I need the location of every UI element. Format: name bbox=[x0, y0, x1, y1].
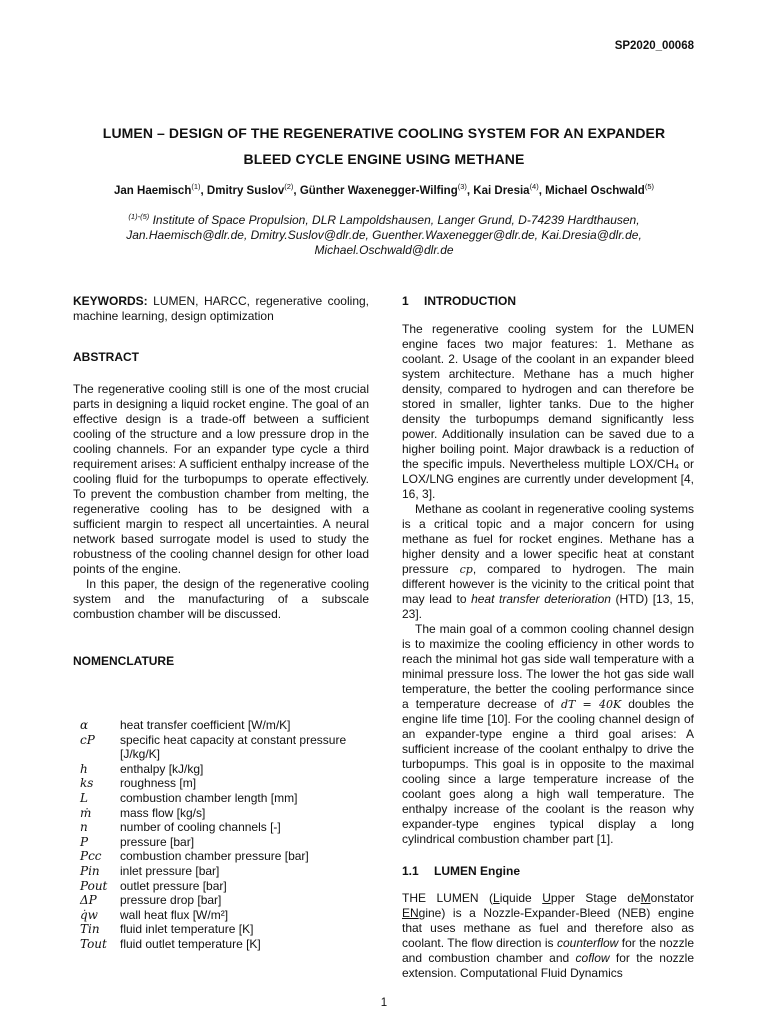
nomenclature-symbol: ΔP bbox=[80, 893, 97, 908]
author-mark: (4) bbox=[529, 182, 539, 191]
nomenclature-table bbox=[80, 718, 376, 952]
intro-p2-text-c: (HTD) [13, 15, 23]. bbox=[402, 592, 694, 621]
nomenclature-row bbox=[80, 733, 376, 762]
nomenclature-symbol: Tout bbox=[80, 936, 107, 951]
nomenclature-description: number of cooling channels [-] bbox=[120, 820, 281, 835]
nomenclature-row bbox=[80, 718, 376, 733]
nomenclature-symbol: n bbox=[80, 820, 88, 835]
lumen-text-1: THE LUMEN ( bbox=[402, 891, 494, 905]
title-line-2: BLEED CYCLE ENGINE USING METHANE bbox=[243, 151, 525, 167]
cp-symbol: cp bbox=[459, 563, 473, 576]
nomenclature-symbol: L bbox=[80, 790, 88, 805]
nomenclature-description: combustion chamber pressure [bar] bbox=[120, 849, 309, 864]
intro-title: INTRODUCTION bbox=[424, 294, 516, 308]
right-column bbox=[402, 294, 694, 981]
nomenclature-symbol: q̇w bbox=[80, 907, 98, 922]
intro-number: 1 bbox=[402, 294, 409, 308]
lumen-text-4: onstator bbox=[650, 891, 694, 905]
lumen-engine-title: LUMEN Engine bbox=[434, 864, 520, 878]
author-mark: (2) bbox=[284, 182, 294, 191]
lumen-engine-heading bbox=[402, 864, 694, 879]
abstract-heading: ABSTRACT bbox=[73, 350, 139, 364]
intro-paragraph-3 bbox=[402, 622, 694, 847]
lumen-text-5: gine) is a Nozzle-Expander-Bleed (NEB) engine that uses methane as fuel and therefore also as coolant. The flow direction is bbox=[402, 906, 694, 950]
nomenclature-description: wall heat flux [W/m²] bbox=[120, 907, 229, 922]
affiliation bbox=[60, 209, 708, 258]
nomenclature-symbol: Pin bbox=[80, 863, 100, 878]
lumen-text-7: for the nozzle extension. Computational Fluid Dynamics bbox=[402, 951, 694, 980]
author-mark: (3) bbox=[457, 182, 467, 191]
nomenclature-row bbox=[80, 879, 376, 894]
dt-formula: dT = 40K bbox=[560, 698, 622, 711]
nomenclature-description: pressure drop [bar] bbox=[120, 893, 222, 908]
nomenclature-row bbox=[80, 849, 376, 864]
lumen-acronym-letter: EN bbox=[402, 906, 419, 920]
intro-p3-text-b: doubles the engine life time [10]. For the cooling channel design of an expander-type engine a third goal arises: A sufficient increase of the coolant enthalpy to drive the turbopumps. This goal is in opposite to the maximal cooling since a large temperature increase of the coolant goes along a high wall temperature. The enthalpy increase of the coolant is the reason why expander-type engines typical display a long cylindrical combustion chamber part [1]. bbox=[402, 697, 694, 846]
lumen-engine-paragraph bbox=[402, 891, 694, 981]
author-name: Dmitry Suslov bbox=[206, 184, 285, 197]
nomenclature-row bbox=[80, 791, 376, 806]
nomenclature-description: roughness [m] bbox=[120, 776, 197, 791]
lumen-text-6: for the nozzle and combustion chamber and bbox=[402, 936, 695, 965]
intro-p3-text-a: The main goal of a common cooling channel design is to maximize the cooling efficiency in other words to reach the minimal hot gas side wall temperature with a minimal pressure loss. The lower the hot gas side wall temperature, the better the cooling performance since a temperature decrease of bbox=[402, 622, 694, 711]
paper-title bbox=[60, 120, 708, 172]
author-list: Jan Haemisch$^{(1)}$, Dmitry Suslov$^{(2)}$, Günther Waxenegger-Wilfing$^{(3)}$, Kai Dresia$^{(4)}$, Michael Oschwald$^{(5)}$ bbox=[114, 182, 654, 197]
nomenclature-symbol: α bbox=[80, 718, 89, 732]
author-name: Michael Oschwald bbox=[545, 184, 645, 197]
title-line-1: LUMEN – DESIGN OF THE REGENERATIVE COOLING SYSTEM FOR AN EXPANDER bbox=[102, 125, 666, 141]
nomenclature-row bbox=[80, 937, 376, 952]
nomenclature-symbol: cP bbox=[80, 732, 95, 747]
intro-paragraph-2 bbox=[402, 502, 694, 622]
nomenclature-description: specific heat capacity at constant pressure [J/kg/K] bbox=[120, 732, 347, 762]
lumen-acronym-letter: U bbox=[542, 891, 551, 905]
nomenclature-symbol: ks bbox=[80, 776, 94, 791]
lumen-engine-number: 1.1 bbox=[402, 864, 419, 878]
paper-id: SP2020_00068 bbox=[614, 40, 694, 52]
nomenclature-row bbox=[80, 893, 376, 908]
affiliation-line-3: Michael.Oschwald@dlr.de bbox=[314, 243, 454, 257]
nomenclature-symbol: Pout bbox=[80, 878, 108, 893]
nomenclature-row bbox=[80, 922, 376, 937]
nomenclature-row bbox=[80, 806, 376, 821]
htd-term: heat transfer deterioration bbox=[471, 592, 611, 606]
author-name: Günther Waxenegger-Wilfing bbox=[299, 184, 458, 197]
nomenclature-row bbox=[80, 835, 376, 850]
intro-p2-text-b: , compared to hydrogen. The main different however is the vicinity to the critical point that may lead to bbox=[402, 562, 695, 606]
nomenclature-row bbox=[80, 820, 376, 835]
keywords bbox=[73, 294, 369, 324]
page-number: 1 bbox=[380, 997, 388, 1009]
nomenclature-description: inlet pressure [bar] bbox=[120, 863, 220, 878]
nomenclature-row bbox=[80, 864, 376, 879]
nomenclature-symbol: Pcc bbox=[80, 849, 102, 864]
affiliation-mark: (1)-(5) bbox=[128, 212, 150, 221]
nomenclature-description: fluid outlet temperature [K] bbox=[120, 936, 261, 951]
keywords-label: KEYWORDS: bbox=[73, 294, 148, 308]
counterflow-term: counterflow bbox=[556, 936, 619, 950]
lumen-text-2: iquide bbox=[499, 891, 543, 905]
author-name: Kai Dresia bbox=[473, 184, 530, 197]
nomenclature-heading: NOMENCLATURE bbox=[73, 654, 175, 668]
nomenclature-symbol: h bbox=[80, 761, 88, 776]
nomenclature-symbol: ṁ bbox=[80, 805, 92, 820]
left-column bbox=[73, 294, 369, 669]
affiliation-line-2: Jan.Haemisch@dlr.de, Dmitry.Suslov@dlr.de, Guenther.Waxenegger@dlr.de, Kai.Dresia@dlr.de, bbox=[126, 228, 642, 242]
lumen-acronym-letter: M bbox=[640, 891, 651, 905]
intro-paragraph-1: The regenerative cooling system for the LUMEN engine faces two major features: 1. Methane as coolant. 2. Usage of the coolant in an expander bleed system architecture. Methane has a much higher density, compared to hydrogen and can therefore be stored in smaller, lighter tanks. Due to the higher density the turbopumps demand significantly less power. Additionally insulation can be saved due to a higher boiling point. Major drawback is a reduction of the specific impuls. Nevertheless multiple LOX/CH₄ or LOX/LNG engines are currently under development [4, 16, 3]. bbox=[402, 322, 694, 501]
lumen-acronym-letter: L bbox=[493, 891, 500, 905]
nomenclature-description: pressure [bar] bbox=[120, 834, 195, 849]
nomenclature-description: fluid inlet temperature [K] bbox=[120, 922, 254, 937]
affiliation-line-1: Institute of Space Propulsion, DLR Lampoldshausen, Langer Grund, D-74239 Hardthausen, bbox=[149, 213, 640, 227]
nomenclature-description: heat transfer coefficient [W/m/K] bbox=[120, 718, 291, 732]
author-name: Jan Haemisch bbox=[114, 184, 192, 197]
coflow-term: coflow bbox=[575, 951, 610, 965]
nomenclature-symbol: Tin bbox=[80, 922, 100, 937]
intro-heading bbox=[402, 294, 694, 309]
keywords-text: LUMEN, HARCC, regenerative cooling, machine learning, design optimization bbox=[73, 294, 369, 323]
author-mark: (5) bbox=[644, 182, 654, 191]
author-mark: (1) bbox=[191, 182, 201, 191]
nomenclature-symbol: P bbox=[80, 834, 89, 849]
nomenclature-description: outlet pressure [bar] bbox=[120, 878, 227, 893]
nomenclature-description: combustion chamber length [mm] bbox=[120, 790, 298, 805]
intro-p2-text-a: Methane as coolant in regenerative cooling systems is a critical topic and a major concern for using methane as fuel for rocket engines. Methane has a higher density and a lower specific heat at constant pressure bbox=[402, 502, 694, 576]
lumen-text-3: pper Stage de bbox=[550, 891, 641, 905]
nomenclature-description: mass flow [kg/s] bbox=[120, 805, 206, 820]
nomenclature-row bbox=[80, 908, 376, 923]
nomenclature-row bbox=[80, 762, 376, 777]
nomenclature-row bbox=[80, 776, 376, 791]
abstract-paragraph-1: The regenerative cooling still is one of the most crucial parts in designing a liquid rocket engine. The goal of an effective design is a trade-off between a sufficient cooling of the structure and a low pressure drop in the cooling channels. For an expander type cycle a third requirement arises: A sufficient enthalpy increase of the cooling fluid for the turbopumps to operate effectively. To prevent the combustion chamber from melting, the regenerative cooling has to be designed with a sufficient margin to respect all uncertainties. A neural network based surrogate model is used to study the robustness of the cooling channel design for other load points of the engine. bbox=[73, 382, 369, 576]
nomenclature-description: enthalpy [kJ/kg] bbox=[120, 761, 204, 776]
abstract-paragraph-2: In this paper, the design of the regenerative cooling system and the manufacturing of a subscale combustion chamber will be discussed. bbox=[73, 577, 369, 621]
